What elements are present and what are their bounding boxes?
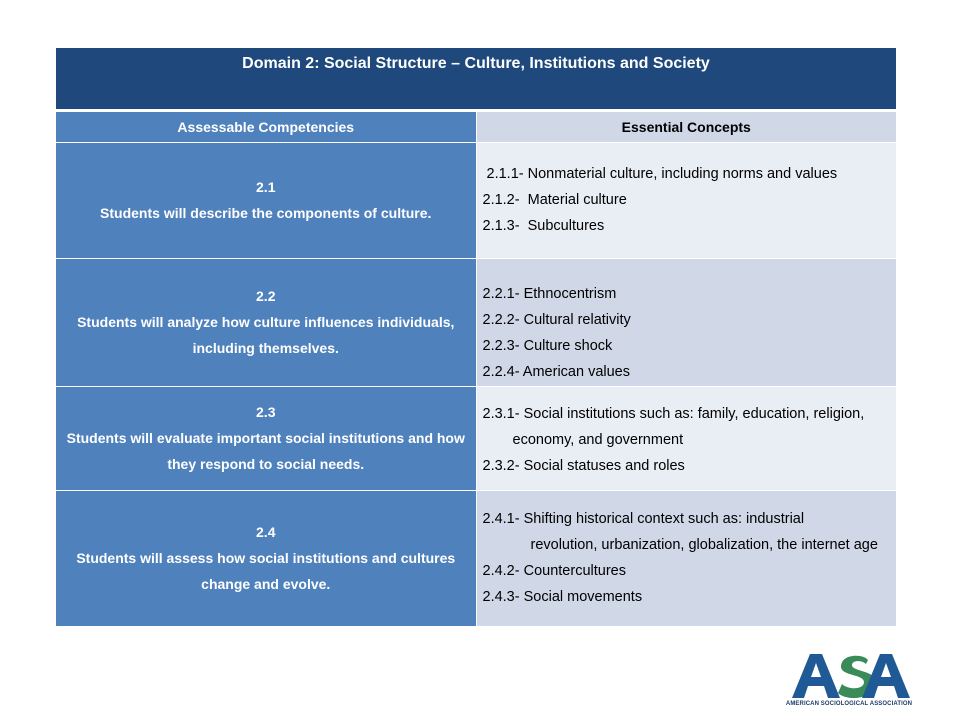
competency-cell xyxy=(56,258,476,386)
concept-item: 2.1.1- Nonmaterial culture, including norms and values xyxy=(482,166,838,182)
competency-cell xyxy=(56,386,476,490)
table-row xyxy=(56,386,896,490)
table-title: Domain 2: Social Structure – Culture, Institutions and Society xyxy=(56,48,896,110)
header-essential-concepts: Essential Concepts xyxy=(476,110,896,142)
asa-logo-caption: AMERICAN SOCIOLOGICAL ASSOCIATION xyxy=(785,701,913,707)
competency-text: Students will assess how social institutions and cultures change and evolve. xyxy=(76,550,456,593)
table-row xyxy=(56,490,896,626)
concept-item: 2.2.2- Cultural relativity xyxy=(482,311,631,328)
concept-item-continued: economy, and government xyxy=(512,431,684,448)
concept-item: 2.2.1- Ethnocentrism xyxy=(482,285,617,302)
competency-table-container xyxy=(56,48,896,626)
competency-number: 2.2 xyxy=(256,288,276,304)
header-assessable-competencies: Assessable Competencies xyxy=(56,110,476,142)
asa-logo-mark xyxy=(784,648,914,702)
competency-number: 2.4 xyxy=(256,524,276,541)
concept-item: 2.3.1- Social institutions such as: family, education, religion, xyxy=(482,405,865,422)
concept-item: 2.4.2- Countercultures xyxy=(482,563,626,580)
competency-text: Students will evaluate important social institutions and how they respond to social needs. xyxy=(66,430,465,472)
concepts-cell xyxy=(476,490,896,626)
competency-table xyxy=(56,48,896,626)
concept-item: 2.4.1- Shifting historical context such as: industrial xyxy=(482,511,805,528)
concepts-cell xyxy=(476,386,896,490)
table-row xyxy=(56,142,896,258)
concept-item: 2.2.4- American values xyxy=(482,363,630,380)
concept-item: 2.1.2- Material culture xyxy=(482,192,627,208)
concept-item-continued: revolution, urbanization, globalization, the internet age xyxy=(530,537,878,554)
competency-text: Students will analyze how culture influences individuals, including themselves. xyxy=(77,314,455,356)
concept-item: 2.4.3- Social movements xyxy=(482,589,643,606)
competency-number: 2.3 xyxy=(256,404,276,420)
competency-number: 2.1 xyxy=(256,179,276,195)
asa-logo xyxy=(784,648,914,710)
competency-text: Students will describe the components of culture. xyxy=(100,205,432,221)
concept-item: 2.3.2- Social statuses and roles xyxy=(482,457,685,474)
competency-cell xyxy=(56,490,476,626)
concepts-cell xyxy=(476,258,896,386)
table-row xyxy=(56,258,896,386)
concepts-cell xyxy=(476,142,896,258)
concept-item: 2.2.3- Culture shock xyxy=(482,337,613,354)
competency-cell xyxy=(56,142,476,258)
concept-item: 2.1.3- Subcultures xyxy=(482,218,605,234)
